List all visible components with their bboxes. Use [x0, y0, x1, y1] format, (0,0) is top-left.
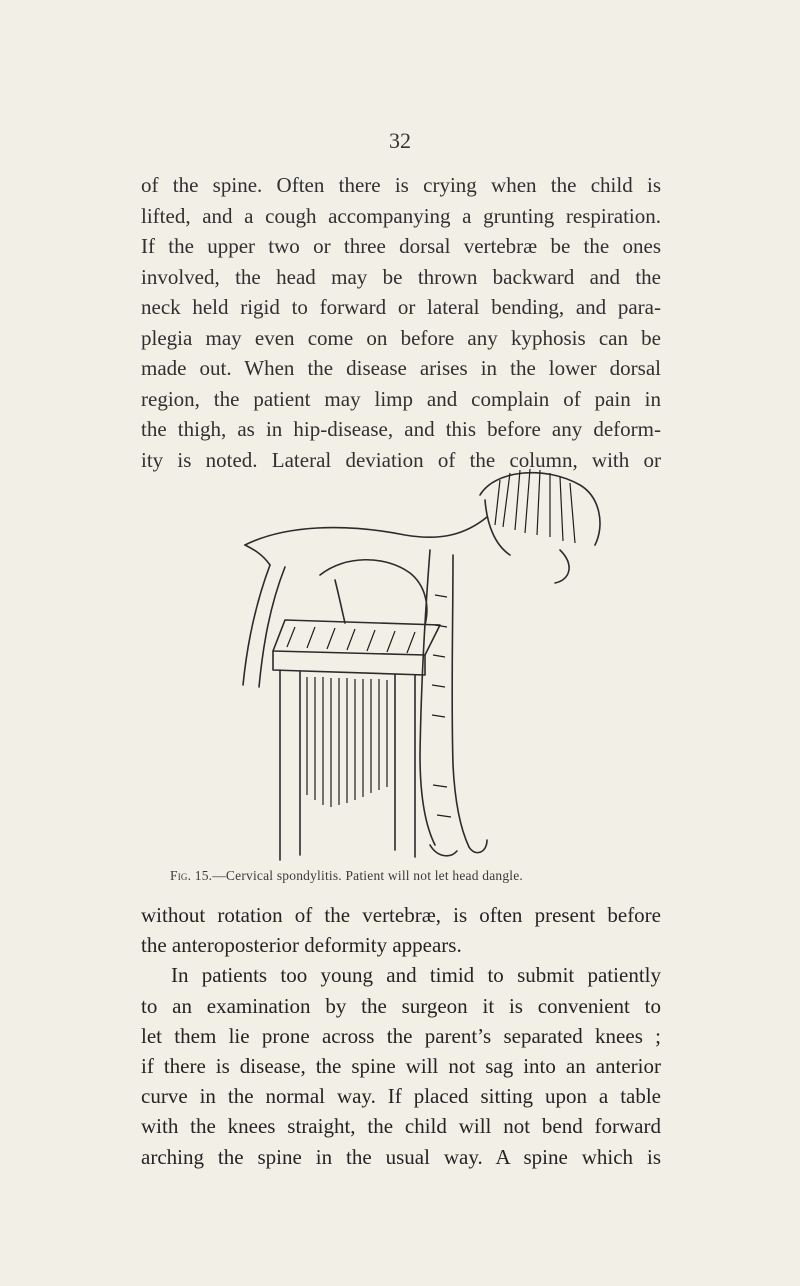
text-line: plegia may even come on before any kyphosis can be	[141, 325, 661, 350]
text-line: to an examination by the surgeon it is convenient to	[141, 993, 661, 1018]
text-line: arching the spine in the usual way. A spine which is	[141, 1144, 661, 1169]
text-line: neck held rigid to forward or lateral bending, and para-	[141, 295, 661, 319]
text-line: curve in the normal way. If placed sitting upon a table	[141, 1084, 661, 1109]
text-line: region, the patient may limp and complain of pain in	[141, 386, 661, 411]
figure-caption	[170, 868, 650, 884]
page-number: 32	[389, 128, 411, 153]
text-line: if there is disease, the spine will not sag into an anterior	[141, 1054, 661, 1079]
figure-label: Fig. 15.	[170, 868, 213, 883]
text-line: involved, the head may be thrown backward and the	[141, 264, 661, 289]
text-line: lifted, and a cough accompanying a grunting respiration.	[141, 203, 661, 228]
figure-illustration	[225, 455, 625, 865]
text-line: the thigh, as in hip-disease, and this before any deform-	[141, 417, 661, 441]
top-paragraph	[141, 170, 661, 475]
text-line: the anteroposterior deformity appears.	[141, 933, 462, 958]
text-line: ity is noted. Lateral deviation of the column, with or	[141, 447, 661, 472]
child-over-table-engraving	[225, 455, 625, 865]
text-line: of the spine. Often there is crying when the child is	[141, 173, 661, 197]
text-line: without rotation of the vertebræ, is often present before	[141, 903, 661, 927]
text-line: In patients too young and timid to submit patiently	[171, 963, 661, 988]
bottom-paragraph	[141, 900, 661, 1172]
figure-caption-text: —Cervical spondylitis. Patient will not let head dangle.	[212, 868, 524, 883]
text-line: with the knees straight, the child will not bend forward	[141, 1114, 661, 1139]
text-line: made out. When the disease arises in the lower dorsal	[141, 356, 661, 380]
text-line: If the upper two or three dorsal vertebræ be the ones	[141, 234, 661, 258]
text-line: let them lie prone across the parent’s separated knees ;	[141, 1023, 661, 1048]
